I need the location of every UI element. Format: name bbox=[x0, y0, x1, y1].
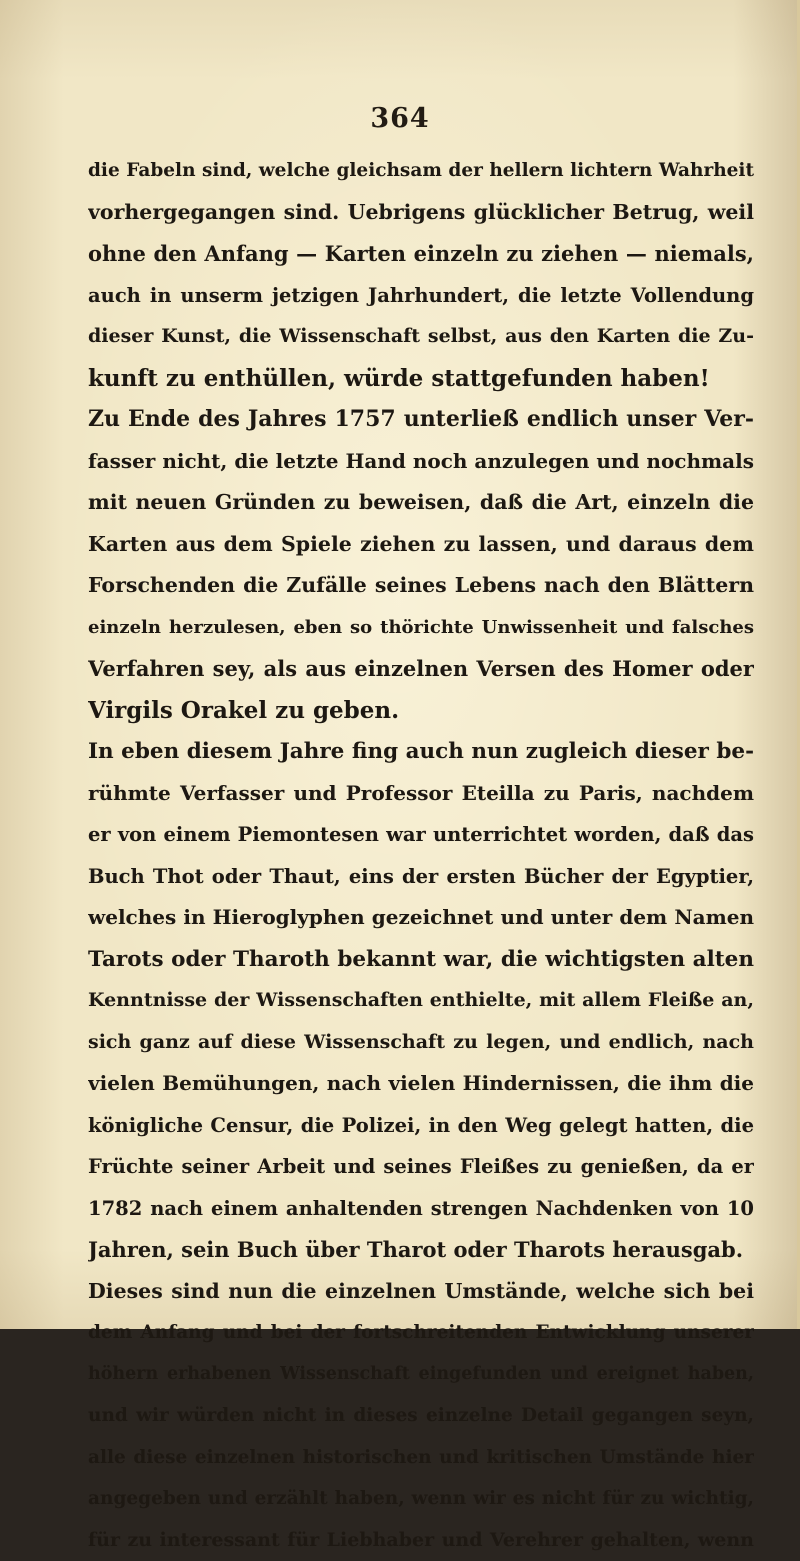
text-line: die Fabeln sind, welche gleichsam der hellern lichtern Wahrheit bbox=[88, 150, 754, 192]
text-line: Jahren, sein Buch über Tharot oder Tharots herausgab. bbox=[88, 1229, 754, 1271]
text-line: dieser Kunst, die Wissenschaft selbst, aus den Karten die Zu- bbox=[88, 316, 754, 358]
text-line: rühmte Verfasser und Professor Eteilla zu Paris, nachdem bbox=[88, 773, 754, 815]
text-line: Buch Thot oder Thaut, eins der ersten Bücher der Egyptier, bbox=[88, 856, 754, 898]
text-line: kunft zu enthüllen, würde stattgefunden haben! bbox=[88, 358, 754, 400]
text-line: Forschenden die Zufälle seines Lebens nach den Blättern bbox=[88, 565, 754, 607]
body-text bbox=[88, 150, 754, 1561]
text-line: auch in unserm jetzigen Jahrhundert, die letzte Vollendung bbox=[88, 275, 754, 317]
text-line: angegeben und erzählt haben, wenn wir es nicht für zu wichtig, bbox=[88, 1478, 754, 1520]
text-line: Karten aus dem Spiele ziehen zu lassen, und daraus dem bbox=[88, 524, 754, 566]
text-line: vorhergegangen sind. Uebrigens glücklicher Betrug, weil bbox=[88, 192, 754, 234]
text-line: und wir würden nicht in dieses einzelne Detail gegangen seyn, bbox=[88, 1395, 754, 1437]
text-line: Früchte seiner Arbeit und seines Fleißes zu genießen, da er bbox=[88, 1146, 754, 1188]
text-line: mit neuen Gründen zu beweisen, daß die Art, einzeln die bbox=[88, 482, 754, 524]
text-line: vielen Bemühungen, nach vielen Hindernissen, die ihm die bbox=[88, 1063, 754, 1105]
text-line: Virgils Orakel zu geben. bbox=[88, 690, 754, 732]
text-line: Dieses sind nun die einzelnen Umstände, welche sich bei bbox=[88, 1271, 754, 1313]
text-line: Kenntnisse der Wissenschaften enthielte, mit allem Fleiße an, bbox=[88, 980, 754, 1022]
text-line: königliche Censur, die Polizei, in den Weg gelegt hatten, die bbox=[88, 1105, 754, 1147]
text-line: 1782 nach einem anhaltenden strengen Nachdenken von 10 bbox=[88, 1188, 754, 1230]
page-number: 364 bbox=[0, 103, 800, 134]
text-line: einzeln herzulesen, eben so thörichte Unwissenheit und falsches bbox=[88, 607, 754, 649]
text-line: alle diese einzelnen historischen und kritischen Umstände hier bbox=[88, 1437, 754, 1479]
text-line: Tarots oder Tharoth bekannt war, die wichtigsten alten bbox=[88, 939, 754, 981]
text-line: In eben diesem Jahre fing auch nun zugleich dieser be- bbox=[88, 731, 754, 773]
text-line: er von einem Piemontesen war unterrichtet worden, daß das bbox=[88, 814, 754, 856]
text-line: ohne den Anfang — Karten einzeln zu ziehen — niemals, bbox=[88, 233, 754, 275]
text-line: sich ganz auf diese Wissenschaft zu legen, und endlich, nach bbox=[88, 1022, 754, 1064]
text-line: welches in Hieroglyphen gezeichnet und unter dem Namen bbox=[88, 897, 754, 939]
text-line: höhern erhabenen Wissenschaft eingefunden und ereignet haben, bbox=[88, 1354, 754, 1396]
text-line: für zu interessant für Liebhaber und Verehrer gehalten, wenn bbox=[88, 1520, 754, 1561]
text-line: Verfahren sey, als aus einzelnen Versen des Homer oder bbox=[88, 648, 754, 690]
text-line: Zu Ende des Jahres 1757 unterließ endlich unser Ver- bbox=[88, 399, 754, 441]
text-line: dem Anfang und bei der fortschreitenden Entwicklung unserer bbox=[88, 1312, 754, 1354]
text-line: fasser nicht, die letzte Hand noch anzulegen und nochmals bbox=[88, 441, 754, 483]
